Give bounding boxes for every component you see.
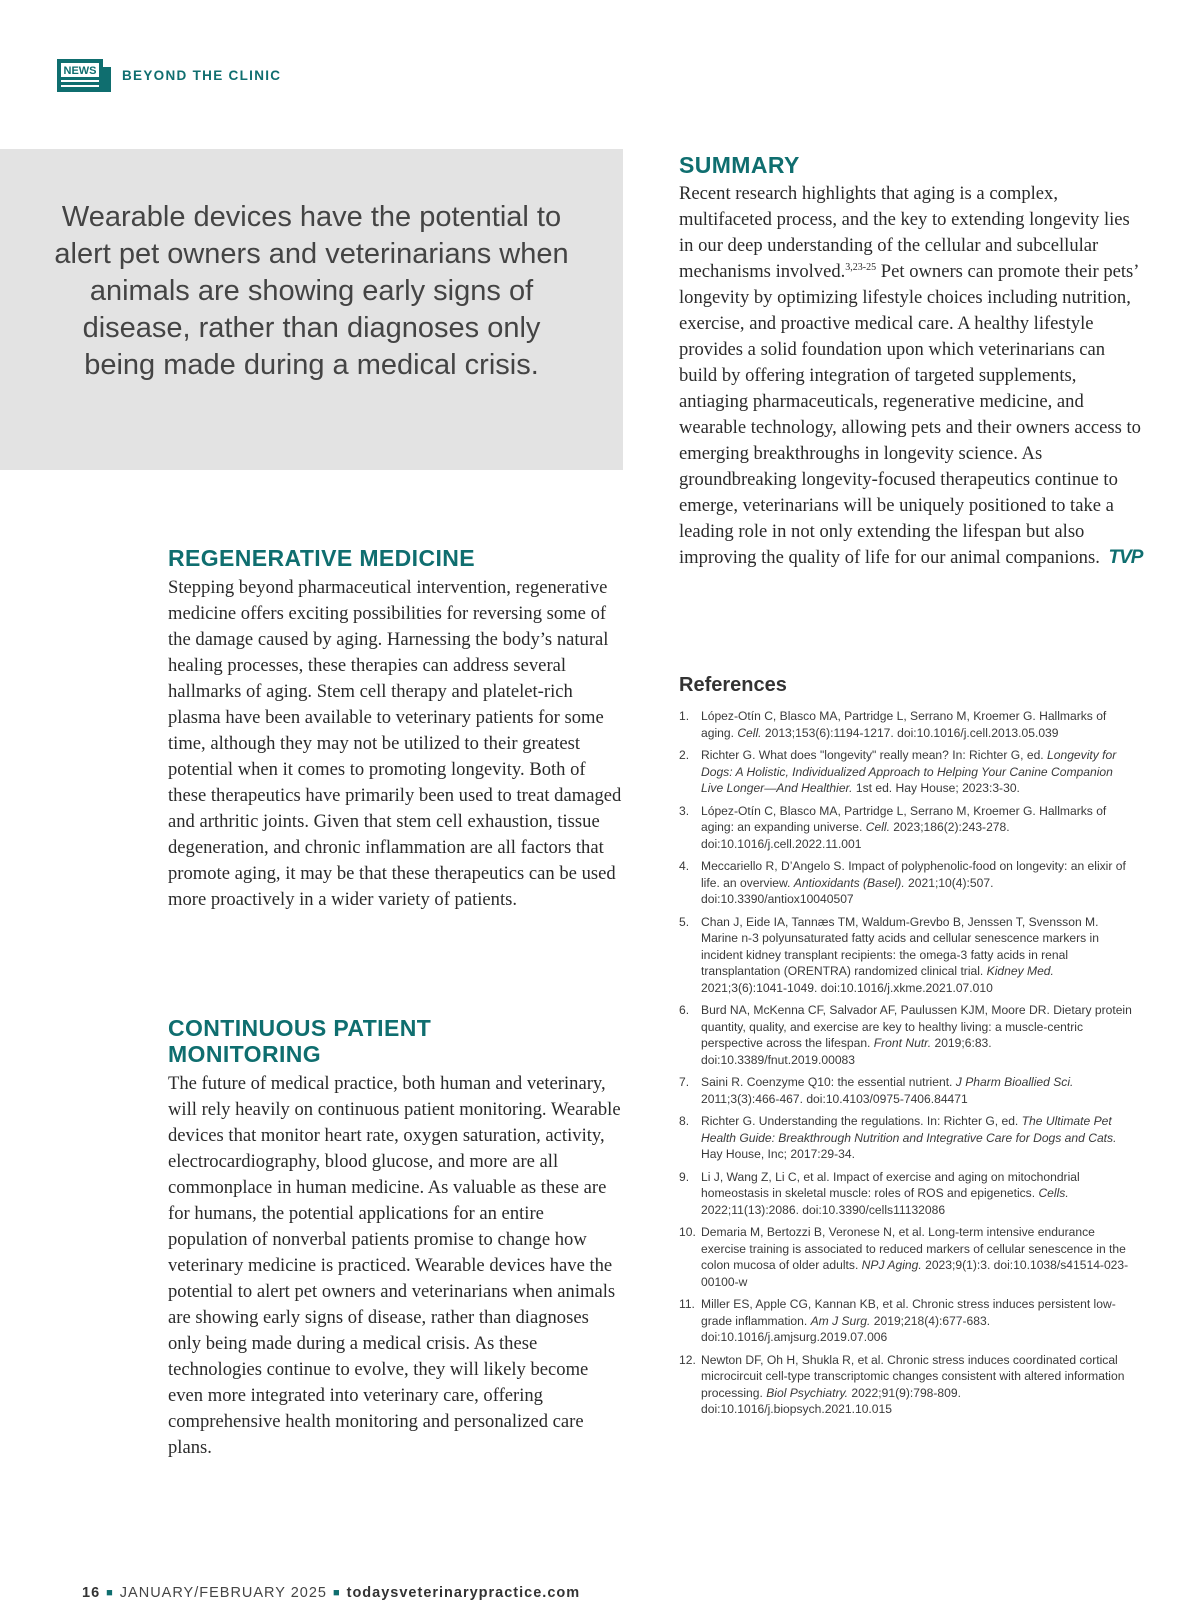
reference-text: Meccariello R, D’Angelo S. Impact of polyphenolic-food on longevity: an elixir of life. an overview. <box>701 859 1126 890</box>
reference-number: 8. <box>679 1114 690 1128</box>
reference-item <box>679 1113 1135 1163</box>
reference-source: Cells. <box>1038 1186 1069 1200</box>
reference-item <box>679 1074 1135 1107</box>
reference-details: 2021;10(4):507. doi:10.3390/antiox10040507 <box>701 875 994 906</box>
footer-separator-icon: ■ <box>332 1587 341 1599</box>
summary-body-part2: Pet owners can promote their pets’ longevity by optimizing lifestyle choices including nutrition, exercise, and proactive medical care. A healthy lifestyle provides a solid foundation upon which veterinarians can build by offering integration of targeted supplements, antiaging pharmaceuticals, regenerative medicine, and wearable technology, allowing pets and their owners access to emerging breakthroughs in longevity science. As groundbreaking longevity-focused therapeutics continue to emerge, veterinarians will be uniquely positioned to take a leading role in not only extending the lifespan but also improving the quality of life for our animal companions. <box>679 261 1141 568</box>
references-list <box>679 708 1135 1424</box>
reference-item <box>679 1169 1135 1219</box>
pull-quote-text: Wearable devices have the potential to alert pet owners and veterinarians when animals are showing early signs of disease, rather than diagnoses only being made during a medical crisis. <box>54 201 569 381</box>
reference-text: Miller ES, Apple CG, Kannan KB, et al. Chronic stress induces persistent low-grade inflammation. <box>701 1297 1116 1328</box>
reference-item <box>679 858 1135 908</box>
summary-heading: SUMMARY <box>679 152 800 178</box>
reference-number: 10. <box>679 1225 696 1239</box>
tvp-logo: TVP <box>1108 547 1143 568</box>
reference-source: The Ultimate Pet Health Guide: Breakthrough Nutrition and Integrative Care for Dogs and Cats. <box>701 1114 1117 1145</box>
reference-source: Am J Surg. <box>810 1313 871 1328</box>
news-icon <box>56 55 112 95</box>
reference-source: J Pharm Bioallied Sci. <box>955 1075 1074 1089</box>
reference-details: 2022;91(9):798-809. doi:10.1016/j.biopsych.2021.10.015 <box>701 1385 961 1416</box>
page-number: 16 <box>82 1585 101 1601</box>
reference-details: 2021;3(6):1041-1049. doi:10.1016/j.xkme.2021.07.010 <box>701 980 993 995</box>
reference-source: NPJ Aging. <box>861 1258 922 1272</box>
reference-text: Saini R. Coenzyme Q10: the essential nutrient. <box>701 1075 956 1089</box>
reference-details: 2013;153(6):1194-1217. doi:10.1016/j.cell.2013.05.039 <box>761 725 1059 740</box>
summary-body <box>679 181 1144 571</box>
reference-number: 9. <box>679 1169 690 1184</box>
monitoring-body: The future of medical practice, both human and veterinary, will rely heavily on continuous patient monitoring. Wearable devices that monitor heart rate, oxygen saturation, activity, electrocardiography, blood glucose, and more are all commonplace in human medicine. As valuable as these are for humans, the potential applications for an entire population of nonverbal patients promise to change how veterinary medicine is practiced. Wearable devices have the potential to alert pet owners and veterinarians when animals are showing early signs of disease, rather than diagnoses only being made during a medical crisis. As these technologies continue to evolve, they will likely become even more integrated into veterinary care, offering comprehensive health monitoring and personalized care plans. <box>168 1073 621 1458</box>
reference-text: Chan J, Eide IA, Tannæs TM, Waldum-Grevbo B, Jenssen T, Svensson M. Marine n-3 polyunsaturated fatty acids and cellular senescence markers in incident kidney transplant recipients: the omega-3 fatty acids in renal transplantation (ORENTRA) randomized clinical trial. <box>701 914 1099 978</box>
pull-quote-box <box>0 149 623 470</box>
reference-details: 2023;186(2):243-278. doi:10.1016/j.cell.2022.11.001 <box>701 820 1010 851</box>
reference-details: 2011;3(3):466-467. doi:10.4103/0975-7406.84471 <box>701 1091 968 1106</box>
reference-text: López-Otín C, Blasco MA, Partridge L, Serrano M, Kroemer G. Hallmarks of aging: an expanding universe. <box>701 803 1107 834</box>
reference-source: Cell. <box>737 725 762 740</box>
reference-text: Richter G. What does "longevity" really mean? In: Richter G, ed. <box>701 748 1048 762</box>
reference-text: Demaria M, Bertozzi B, Veronese N, et al. Long-term intensive endurance exercise training is associated to reduced markers of cellular senescence in the colon mucosa of older adults. <box>701 1225 1126 1272</box>
reference-details: 2019;218(4):677-683. doi:10.1016/j.amjsurg.2019.07.006 <box>701 1313 991 1344</box>
issue-date: JANUARY/FEBRUARY 2025 <box>119 1585 327 1601</box>
reference-number: 1. <box>679 709 690 723</box>
reference-item <box>679 1002 1135 1068</box>
monitoring-heading-line2: MONITORING <box>168 1041 322 1067</box>
summary-citation: 3,23-25 <box>845 261 877 273</box>
summary-body-part1: Recent research highlights that aging is a complex, multifaceted process, and the key to extending longevity lies in our deep understanding of the cellular and subcellular mechanisms involved. <box>679 183 1130 282</box>
reference-details: 2019;6:83. doi:10.3389/fnut.2019.00083 <box>701 1036 992 1067</box>
reference-item <box>679 1352 1135 1418</box>
references-heading: References <box>679 674 787 696</box>
reference-text: Richter G. Understanding the regulations. In: Richter G, ed. <box>701 1114 1022 1128</box>
reference-details: 2022;11(13):2086. doi:10.3390/cells11132086 <box>701 1202 946 1217</box>
page-header <box>56 54 281 96</box>
reference-item <box>679 803 1135 853</box>
page-footer <box>82 1585 580 1601</box>
reference-number: 2. <box>679 748 690 762</box>
reference-item <box>679 1224 1135 1290</box>
news-icon-text: NEWS <box>63 65 97 77</box>
regenerative-medicine-heading: REGENERATIVE MEDICINE <box>168 545 476 571</box>
reference-number: 4. <box>679 859 690 873</box>
reference-number: 12. <box>679 1352 696 1367</box>
reference-item <box>679 708 1135 741</box>
reference-number: 7. <box>679 1075 690 1089</box>
reference-item <box>679 1296 1135 1346</box>
footer-separator-icon: ■ <box>106 1587 114 1599</box>
reference-text: Li J, Wang Z, Li C, et al. Impact of exercise and aging on mitochondrial homeostasis in skeletal muscle: roles of ROS and epigenetics. <box>701 1169 1080 1200</box>
monitoring-heading-line1: CONTINUOUS PATIENT <box>168 1015 432 1041</box>
website-link[interactable]: todaysveterinarypractice.com <box>346 1585 581 1601</box>
monitoring-heading <box>168 1015 431 1067</box>
reference-source: Longevity for Dogs: A Holistic, Individualized Approach to Helping Your Canine Companion Live Longer—And Healthier. <box>701 748 1117 795</box>
reference-number: 6. <box>679 1003 690 1017</box>
reference-number: 5. <box>679 914 690 929</box>
reference-text: López-Otín C, Blasco MA, Partridge L, Serrano M, Kroemer G. Hallmarks of aging. <box>701 709 1107 740</box>
reference-source: Biol Psychiatry. <box>766 1385 848 1400</box>
reference-source: Front Nutr. <box>873 1036 932 1050</box>
reference-number: 11. <box>679 1297 695 1311</box>
reference-number: 3. <box>679 803 690 818</box>
reference-text: Burd NA, McKenna CF, Salvador AF, Paulussen KJM, Moore DR. Dietary protein quantity, quality, and exercise are key to healthy living: a muscle-centric perspective across the lifespan. <box>701 1003 1132 1050</box>
reference-source: Cell. <box>865 820 890 834</box>
section-label: BEYOND THE CLINIC <box>122 67 282 83</box>
reference-item <box>679 747 1135 797</box>
reference-details: 2023;9(1):3. doi:10.1038/s41514-023-00100-w <box>701 1258 1129 1289</box>
reference-source: Antioxidants (Basel). <box>793 875 905 890</box>
reference-text: Newton DF, Oh H, Shukla R, et al. Chronic stress induces coordinated cortical microcircuit cell-type transcriptomic changes consistent with altered information processing. <box>701 1352 1125 1400</box>
reference-item <box>679 914 1135 997</box>
regenerative-medicine-body: Stepping beyond pharmaceutical intervention, regenerative medicine offers exciting possibilities for reversing some of the damage caused by aging. Harnessing the body’s natural healing processes, these therapies can address several hallmarks of aging. Stem cell therapy and platelet-rich plasma have been available to veterinary patients for some time, although they may not be utilized to their greatest potential when it comes to promoting longevity. Both of these therapeutics have primarily been used to treat damaged and arthritic joints. Given that stem cell exhaustion, tissue degeneration, and chronic inflammation are all factors that promote aging, it may be that these therapeutics can be used more proactively in a wider variety of patients. <box>168 577 622 910</box>
reference-source: Kidney Med. <box>986 964 1054 978</box>
reference-details: Hay House, Inc; 2017:29-34. <box>701 1147 855 1161</box>
reference-details: 1st ed. Hay House; 2023:3-30. <box>852 781 1020 795</box>
